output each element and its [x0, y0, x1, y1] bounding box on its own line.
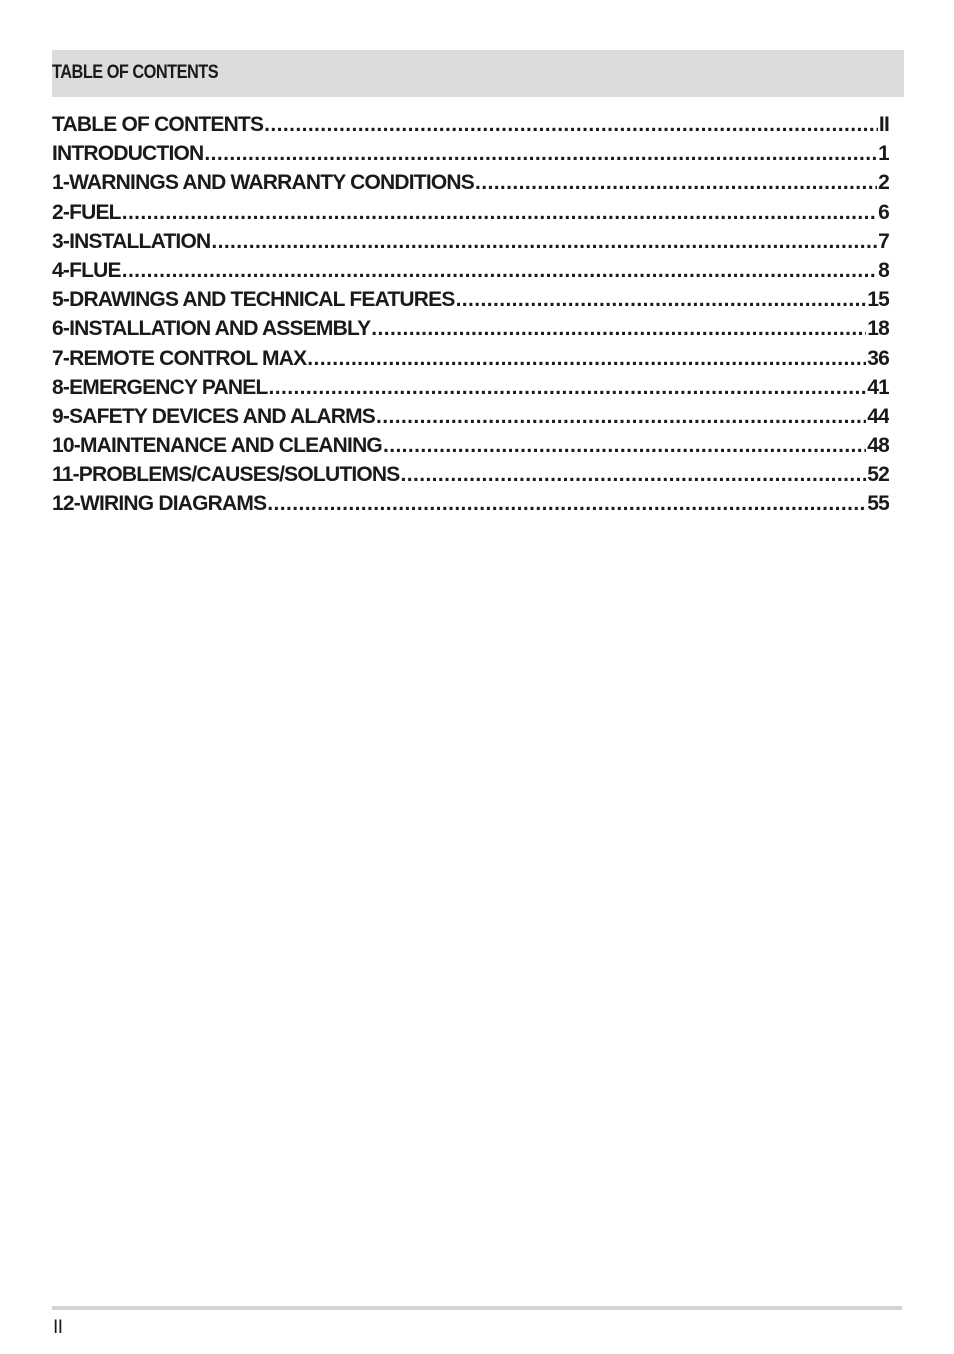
toc-entry-title: 11-PROBLEMS/CAUSES/SOLUTIONS [52, 463, 400, 487]
toc-dot-leader [122, 201, 877, 225]
toc-entry[interactable] [52, 171, 889, 200]
toc-dot-leader [204, 142, 877, 166]
page-number: II [53, 1317, 63, 1338]
toc-dot-leader [475, 171, 877, 195]
toc-entry-page: 1 [878, 142, 889, 166]
toc-entry-page: 2 [878, 171, 889, 195]
toc-entry-page: 36 [867, 346, 889, 370]
toc-entry[interactable] [52, 405, 889, 434]
toc-entry-title: 7-REMOTE CONTROL MAX [52, 346, 307, 370]
toc-entry[interactable] [52, 230, 889, 259]
toc-entry-title: 1-WARNINGS AND WARRANTY CONDITIONS [52, 171, 474, 195]
toc-entry-page: 18 [867, 317, 889, 341]
toc-dot-leader [269, 376, 867, 400]
toc-entry-title: 5-DRAWINGS AND TECHNICAL FEATURES [52, 288, 455, 312]
toc-entry-title: 10-MAINTENANCE AND CLEANING [52, 434, 382, 458]
toc-entry-title: 2-FUEL [52, 200, 121, 224]
toc-entry[interactable] [52, 434, 889, 463]
toc-entry-page: 41 [867, 375, 889, 399]
toc-entry[interactable] [52, 142, 889, 171]
toc-entry-page: 52 [867, 463, 889, 487]
table-of-contents-list [52, 113, 889, 522]
toc-entry[interactable] [52, 201, 889, 230]
toc-entry-page: II [878, 113, 889, 136]
toc-dot-leader [376, 405, 866, 429]
toc-entry[interactable] [52, 492, 889, 521]
toc-dot-leader [267, 492, 866, 516]
toc-entry[interactable] [52, 347, 889, 376]
section-title: TABLE OF CONTENTS [52, 62, 219, 83]
toc-entry-title: 4-FLUE [52, 258, 121, 282]
toc-dot-leader [122, 259, 877, 283]
toc-dot-leader [383, 434, 866, 458]
toc-entry-title: 3-INSTALLATION [52, 229, 211, 253]
toc-entry[interactable] [52, 288, 889, 317]
toc-entry[interactable] [52, 376, 889, 405]
toc-entry-title: 9-SAFETY DEVICES AND ALARMS [52, 404, 375, 428]
toc-entry[interactable] [52, 259, 889, 288]
toc-entry-page: 8 [878, 258, 889, 282]
toc-entry[interactable] [52, 463, 889, 492]
toc-entry-title: 12-WIRING DIAGRAMS [52, 492, 267, 516]
toc-entry-title: 6-INSTALLATION AND ASSEMBLY [52, 317, 371, 341]
toc-entry[interactable] [52, 113, 889, 142]
toc-dot-leader [211, 230, 877, 254]
toc-entry-page: 55 [867, 492, 889, 516]
toc-entry-title: 8-EMERGENCY PANEL [52, 375, 268, 399]
toc-entry-page: 48 [867, 434, 889, 458]
toc-dot-leader [264, 113, 878, 137]
toc-entry-page: 7 [878, 229, 889, 253]
toc-dot-leader [401, 463, 867, 487]
toc-dot-leader [456, 288, 867, 312]
toc-entry-title: TABLE OF CONTENTS [52, 113, 264, 136]
toc-entry-page: 15 [867, 288, 889, 312]
footer-divider [52, 1306, 902, 1310]
toc-entry-page: 44 [867, 404, 889, 428]
toc-entry-title: INTRODUCTION [52, 142, 204, 166]
toc-dot-leader [307, 347, 866, 371]
toc-entry-page: 6 [878, 200, 889, 224]
toc-dot-leader [371, 317, 866, 341]
section-header-band [52, 50, 904, 97]
toc-entry[interactable] [52, 317, 889, 346]
